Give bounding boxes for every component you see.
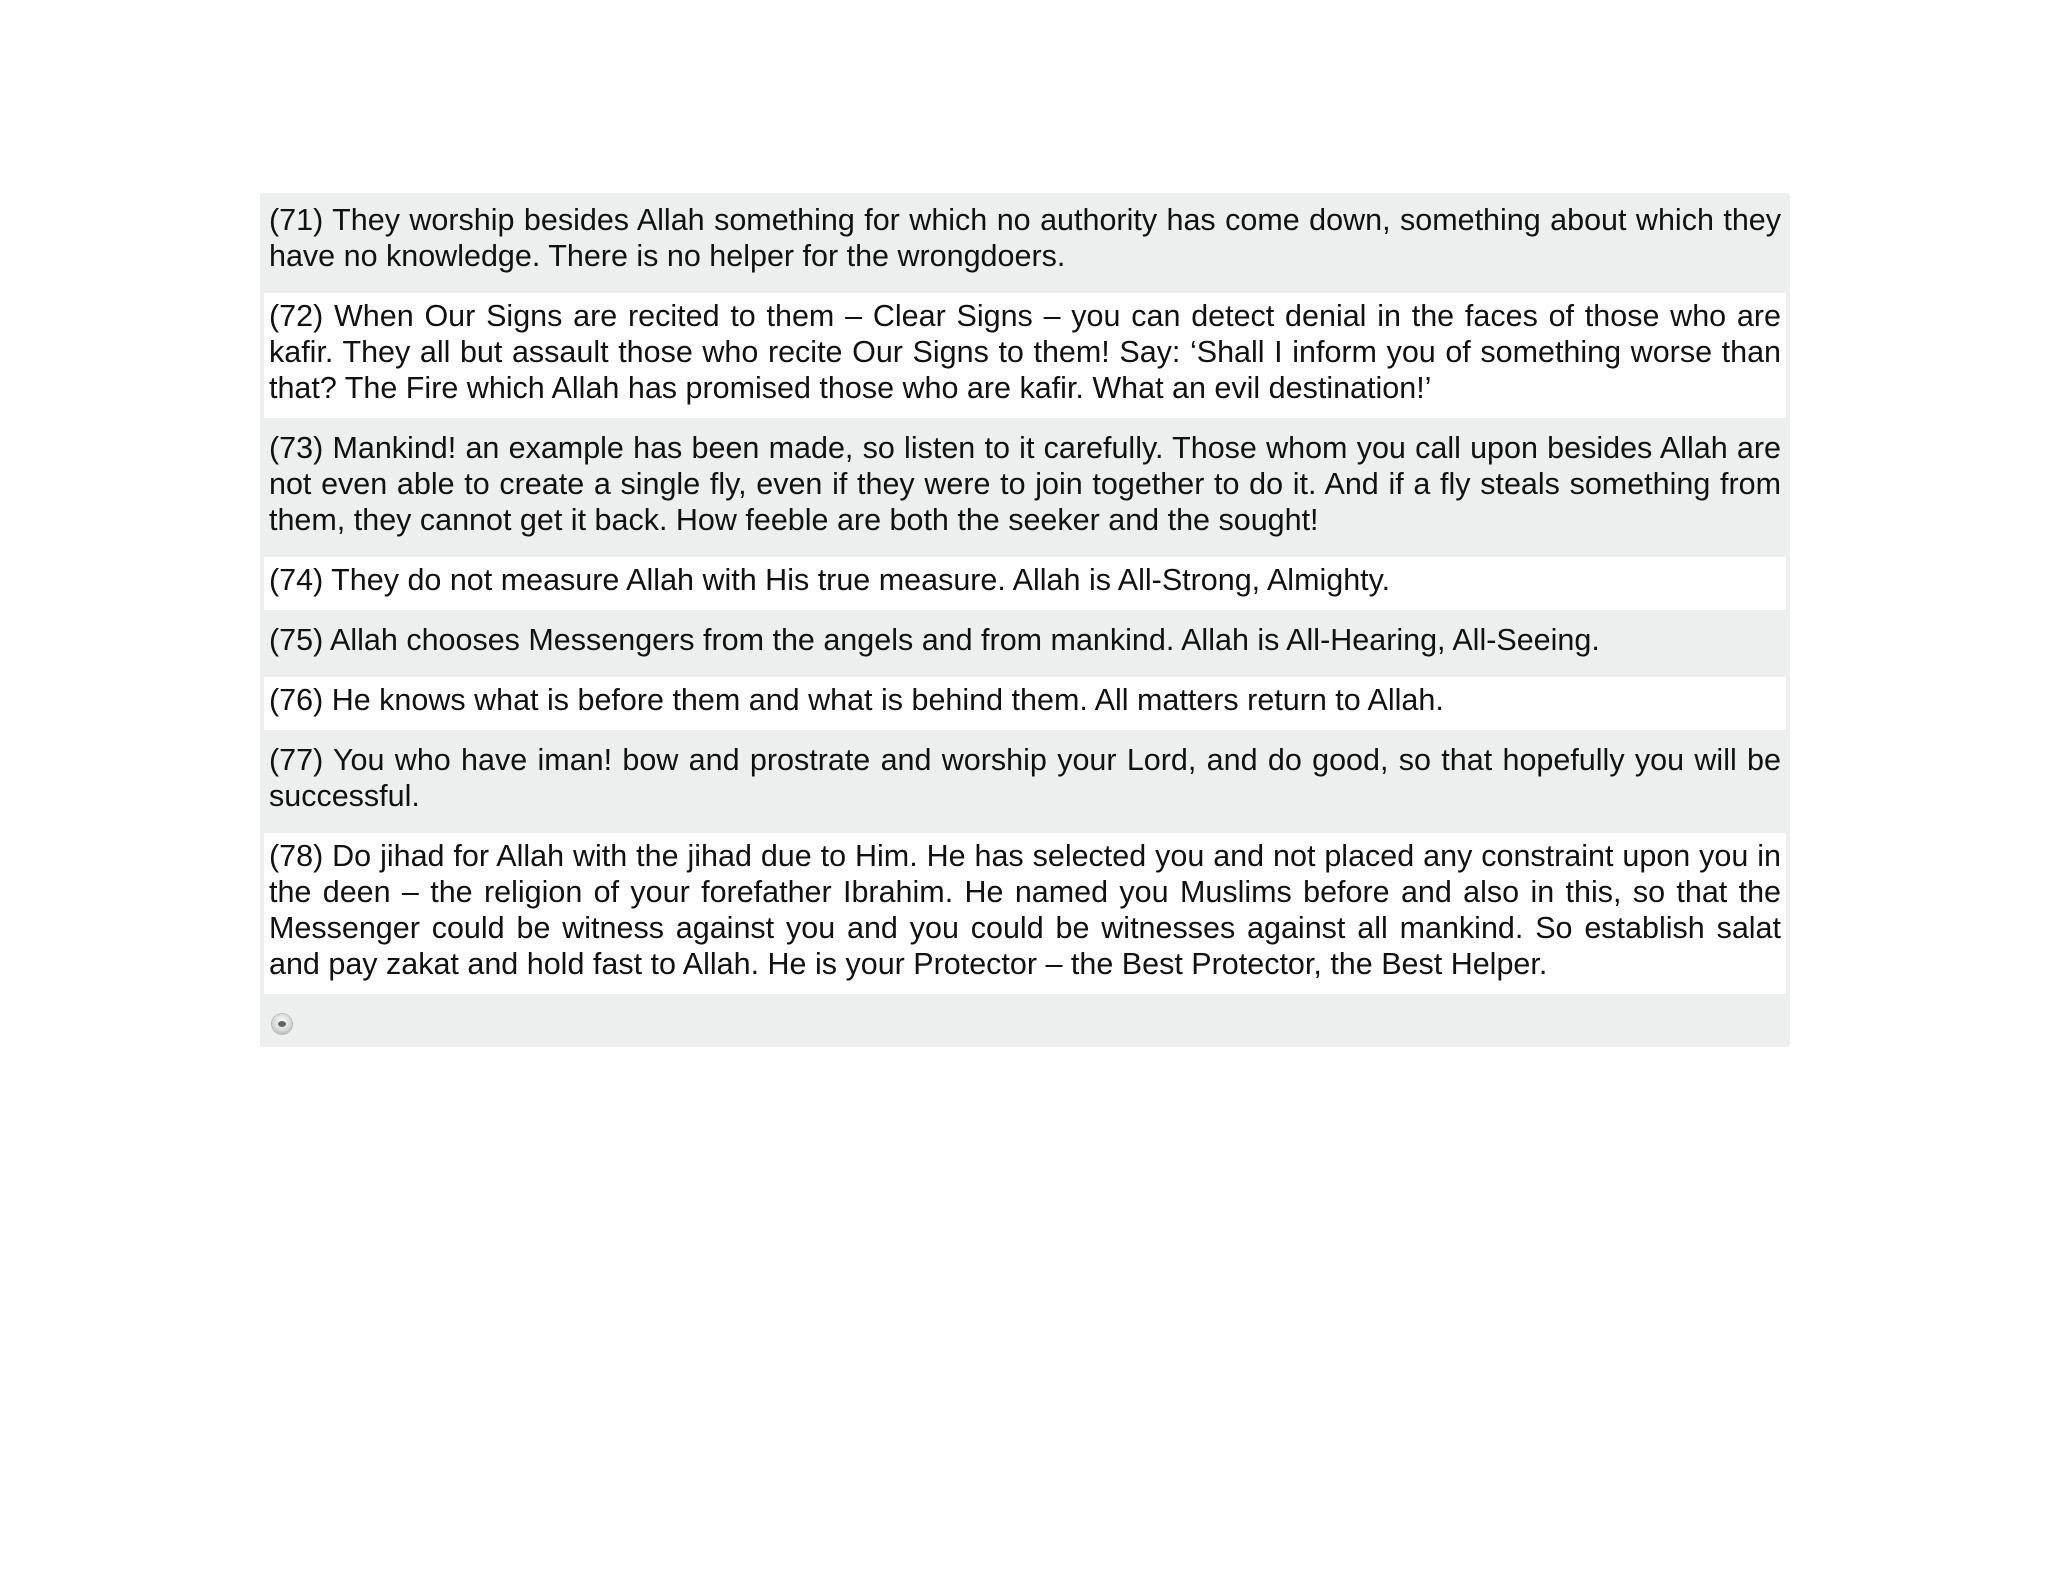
- verse-74: (74) They do not measure Allah with His true measure. Allah is All-Strong, Almighty.: [264, 557, 1786, 610]
- radio-dot-icon[interactable]: [272, 1014, 292, 1034]
- verse-77: (77) You who have iman! bow and prostrate and worship your Lord, and do good, so that hopefully you will be successful.: [264, 737, 1786, 826]
- verse-71: (71) They worship besides Allah something for which no authority has come down, something about which they have no knowledge. There is no helper for the wrongdoers.: [264, 197, 1786, 286]
- verse-72: (72) When Our Signs are recited to them – Clear Signs – you can detect denial in the faces of those who are kafir. They all but assault those who recite Our Signs to them! Say: ‘Shall I inform you of something worse than that? The Fire which Allah has promised those who are kafir. What an evil destination!’: [264, 293, 1786, 418]
- verse-78: (78) Do jihad for Allah with the jihad due to Him. He has selected you and not placed any constraint upon you in the deen – the religion of your forefather Ibrahim. He named you Muslims before and also in this, so that the Messenger could be witness against you and you could be witnesses against all mankind. So establish salat and pay zakat and hold fast to Allah. He is your Protector – the Best Protector, the Best Helper.: [264, 833, 1786, 994]
- verse-76: (76) He knows what is before them and what is behind them. All matters return to Allah.: [264, 677, 1786, 730]
- verse-73: (73) Mankind! an example has been made, so listen to it carefully. Those whom you call upon besides Allah are not even able to create a single fly, even if they were to join together to do it. And if a fly steals something from them, they cannot get it back. How feeble are both the seeker and the sought!: [264, 425, 1786, 550]
- footer-bar: [264, 1001, 1786, 1047]
- verse-list: [260, 193, 1790, 1047]
- verse-75: (75) Allah chooses Messengers from the angels and from mankind. Allah is All-Hearing, All-Seeing.: [264, 617, 1786, 670]
